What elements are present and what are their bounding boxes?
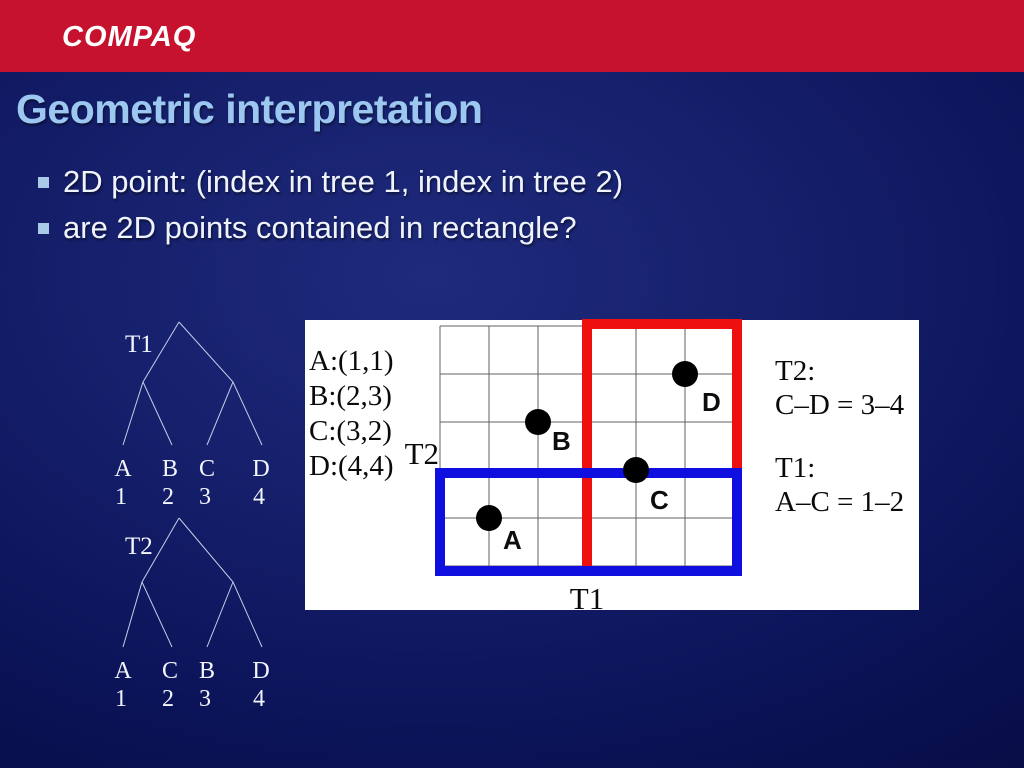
tree2-index: 2 xyxy=(162,686,174,712)
point-dot-d xyxy=(672,361,698,387)
point-list-line: D:(4,4) xyxy=(309,450,394,482)
tree1-label: T1 xyxy=(125,331,153,358)
slide-title: Geometric interpretation xyxy=(16,86,483,132)
tree1-index: 4 xyxy=(253,484,265,510)
bullet-square-icon xyxy=(38,177,49,188)
tree2-figure xyxy=(90,508,290,714)
t2-range-rectangle xyxy=(587,324,737,571)
bullet-list xyxy=(38,165,623,257)
point-dot-a xyxy=(476,505,502,531)
bullet-item xyxy=(38,211,623,245)
point-label-c: C xyxy=(650,485,669,515)
bullet-item xyxy=(38,165,623,199)
tree1-index: 1 xyxy=(115,484,127,510)
tree2-leaf: B xyxy=(198,658,216,684)
t1-note-heading: T1: xyxy=(775,452,816,484)
tree1-leaf: A xyxy=(114,456,132,482)
point-dot-c xyxy=(623,457,649,483)
bullet-text: 2D point: (index in tree 1, index in tree 2) xyxy=(63,164,624,199)
tree2-index: 1 xyxy=(115,686,127,712)
point-label-d: D xyxy=(702,387,721,417)
compaq-logo: COMPAQ xyxy=(62,21,197,53)
t2-note-range: C–D = 3–4 xyxy=(775,389,905,421)
bullet-square-icon xyxy=(38,223,49,234)
t2-range-note xyxy=(775,354,904,422)
diagram-panel xyxy=(305,320,919,616)
t1-note-range: A–C = 1–2 xyxy=(775,486,905,518)
tree2-index: 3 xyxy=(199,686,211,712)
bullet-text: are 2D points contained in rectangle? xyxy=(63,210,577,245)
tree2-leaf: D xyxy=(252,658,270,684)
tree2-label: T2 xyxy=(125,533,153,560)
t2-note-heading: T2: xyxy=(775,355,816,387)
header-bar xyxy=(0,0,1024,72)
x-axis-label: T1 xyxy=(569,581,605,616)
tree1-index: 3 xyxy=(199,484,211,510)
tree1-leaf: B xyxy=(161,456,179,482)
tree1-leaf: D xyxy=(252,456,270,482)
y-axis-label: T2 xyxy=(404,436,439,471)
tree1-figure xyxy=(90,312,290,518)
t1-range-note xyxy=(775,451,904,519)
tree2-leaf: C xyxy=(161,658,179,684)
point-list-line: A:(1,1) xyxy=(309,345,394,377)
point-dot-b xyxy=(525,409,551,435)
point-list-line: B:(2,3) xyxy=(309,380,392,412)
point-list-line: C:(3,2) xyxy=(309,415,392,447)
point-label-b: B xyxy=(552,426,571,456)
tree1-leaf: C xyxy=(198,456,216,482)
point-label-a: A xyxy=(503,525,522,555)
tree2-leaf: A xyxy=(114,658,132,684)
tree2-index: 4 xyxy=(253,686,265,712)
tree1-index: 2 xyxy=(162,484,174,510)
